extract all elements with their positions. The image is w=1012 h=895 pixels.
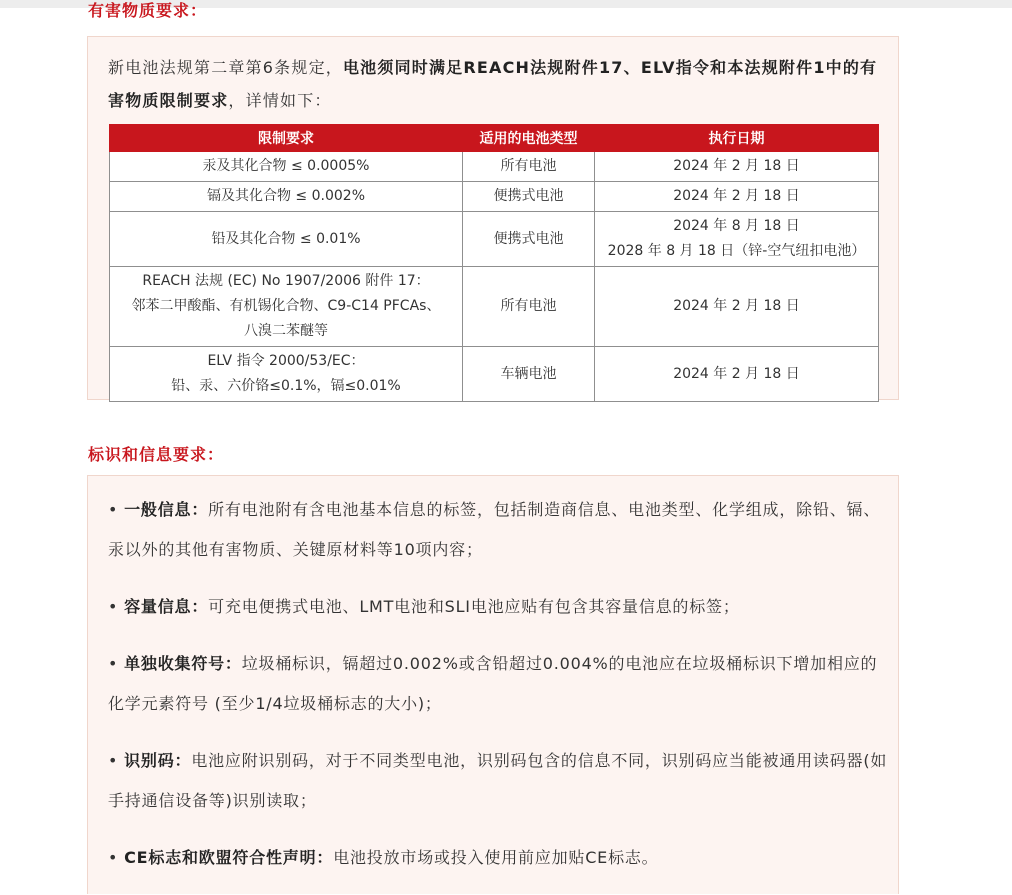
table-header-row — [110, 125, 879, 152]
header-requirement: 限制要求 — [110, 125, 463, 152]
date-line: 2028 年 8 月 18 日（锌-空气纽扣电池） — [607, 243, 866, 259]
cell-date — [595, 212, 879, 267]
intro-text: 新电池法规第二章第6条规定， — [108, 58, 343, 77]
requirement-line: 邻苯二甲酸酯、有机锡化合物、C9-C14 PFCAs、 — [131, 298, 441, 314]
requirement-line: ELV 指令 2000/53/EC： — [207, 353, 365, 369]
date-line: 2024 年 2 月 18 日 — [673, 158, 800, 174]
table-row — [110, 347, 879, 402]
hazard-intro — [108, 51, 883, 117]
date-line: 2024 年 2 月 18 日 — [673, 298, 800, 314]
cell-requirement — [110, 152, 463, 182]
cell-date — [595, 347, 879, 402]
list-item: • 单独收集符号：垃圾桶标识，镉超过0.002%或含铅超过0.004%的电池应在垃圾桶标识下增加相应的化学元素符号 (至少1/4垃圾桶标志的大小)； — [108, 654, 878, 713]
cell-requirement — [110, 347, 463, 402]
cell-battery-type: 便携式电池 — [463, 182, 595, 212]
intro-suffix: ，详情如下： — [228, 91, 332, 110]
cell-date — [595, 152, 879, 182]
item-label: 一般信息： — [124, 500, 209, 519]
cell-requirement — [110, 212, 463, 267]
requirement-line: 铅、汞、六价铬≤0.1%，镉≤0.01% — [171, 378, 401, 394]
requirement-line: 铅及其化合物 ≤ 0.01% — [211, 230, 361, 247]
item-text: 电池投放市场或投入使用前应加贴CE标志。 — [333, 848, 659, 867]
cell-date — [595, 182, 879, 212]
date-line: 2024 年 8 月 18 日 — [673, 218, 800, 234]
item-label: 识别码： — [124, 751, 192, 770]
cell-battery-type: 便携式电池 — [463, 212, 595, 267]
cell-requirement — [110, 267, 463, 347]
item-text: 垃圾桶标识，镉超过0.002%或含铅超过0.004%的电池应在垃圾桶标识下增加相应的化学元素符号 (至少1/4垃圾桶标志的大小)； — [108, 654, 878, 713]
labeling-section-title: 标识和信息要求： — [88, 445, 225, 464]
item-label: 单独收集符号： — [124, 654, 242, 673]
item-text: 所有电池附有含电池基本信息的标签，包括制造商信息、电池类型、化学组成，除铅、镉、汞以外的其他有害物质、关键原材料等10项内容； — [108, 500, 881, 559]
item-text: 电池应附识别码，对于不同类型电池，识别码包含的信息不同，识别码应当能被通用读码器(如手持通信设备等)识别读取； — [108, 751, 888, 810]
list-item: • 容量信息：可充电便携式电池、LMT电池和SLI电池应贴有包含其容量信息的标签； — [108, 597, 740, 616]
restriction-table — [109, 124, 879, 402]
list-item: • 一般信息：所有电池附有含电池基本信息的标签，包括制造商信息、电池类型、化学组成，除铅、镉、汞以外的其他有害物质、关键原材料等10项内容； — [108, 500, 881, 559]
date-line: 2024 年 2 月 18 日 — [673, 365, 800, 382]
item-label: 容量信息： — [124, 597, 209, 616]
cell-requirement — [110, 182, 463, 212]
header-battery-type: 适用的电池类型 — [463, 125, 595, 152]
date-line: 2024 年 2 月 18 日 — [673, 188, 800, 204]
list-item: • 识别码：电池应附识别码，对于不同类型电池，识别码包含的信息不同，识别码应当能被通用读码器(如手持通信设备等)识别读取； — [108, 751, 888, 810]
item-text: 可充电便携式电池、LMT电池和SLI电池应贴有包含其容量信息的标签； — [208, 597, 740, 616]
cell-battery-type: 所有电池 — [463, 152, 595, 182]
table-row — [110, 152, 879, 182]
cell-date — [595, 267, 879, 347]
requirement-line: 八溴二苯醚等 — [244, 323, 328, 339]
labeling-panel — [87, 475, 899, 894]
requirement-line: REACH 法规 (EC) No 1907/2006 附件 17： — [142, 273, 430, 289]
table-row — [110, 212, 879, 267]
cell-battery-type: 车辆电池 — [463, 347, 595, 402]
header-effective-date: 执行日期 — [595, 125, 879, 152]
hazard-panel — [87, 36, 899, 400]
table-row — [110, 182, 879, 212]
table-row — [110, 267, 879, 347]
list-item: • CE标志和欧盟符合性声明：电池投放市场或投入使用前应加贴CE标志。 — [108, 848, 659, 867]
intro-emphasis: 电池须同时满足REACH法规附件17、ELV指令和本法规附件1中的有害物质限制要求 — [108, 58, 878, 110]
labeling-list — [108, 490, 888, 895]
cell-battery-type: 所有电池 — [463, 267, 595, 347]
hazard-section-title: 有害物质要求： — [88, 1, 208, 20]
requirement-line: 汞及其化合物 ≤ 0.0005% — [202, 158, 370, 174]
requirement-line: 镉及其化合物 ≤ 0.002% — [206, 188, 365, 204]
item-label: CE标志和欧盟符合性声明： — [124, 848, 334, 867]
